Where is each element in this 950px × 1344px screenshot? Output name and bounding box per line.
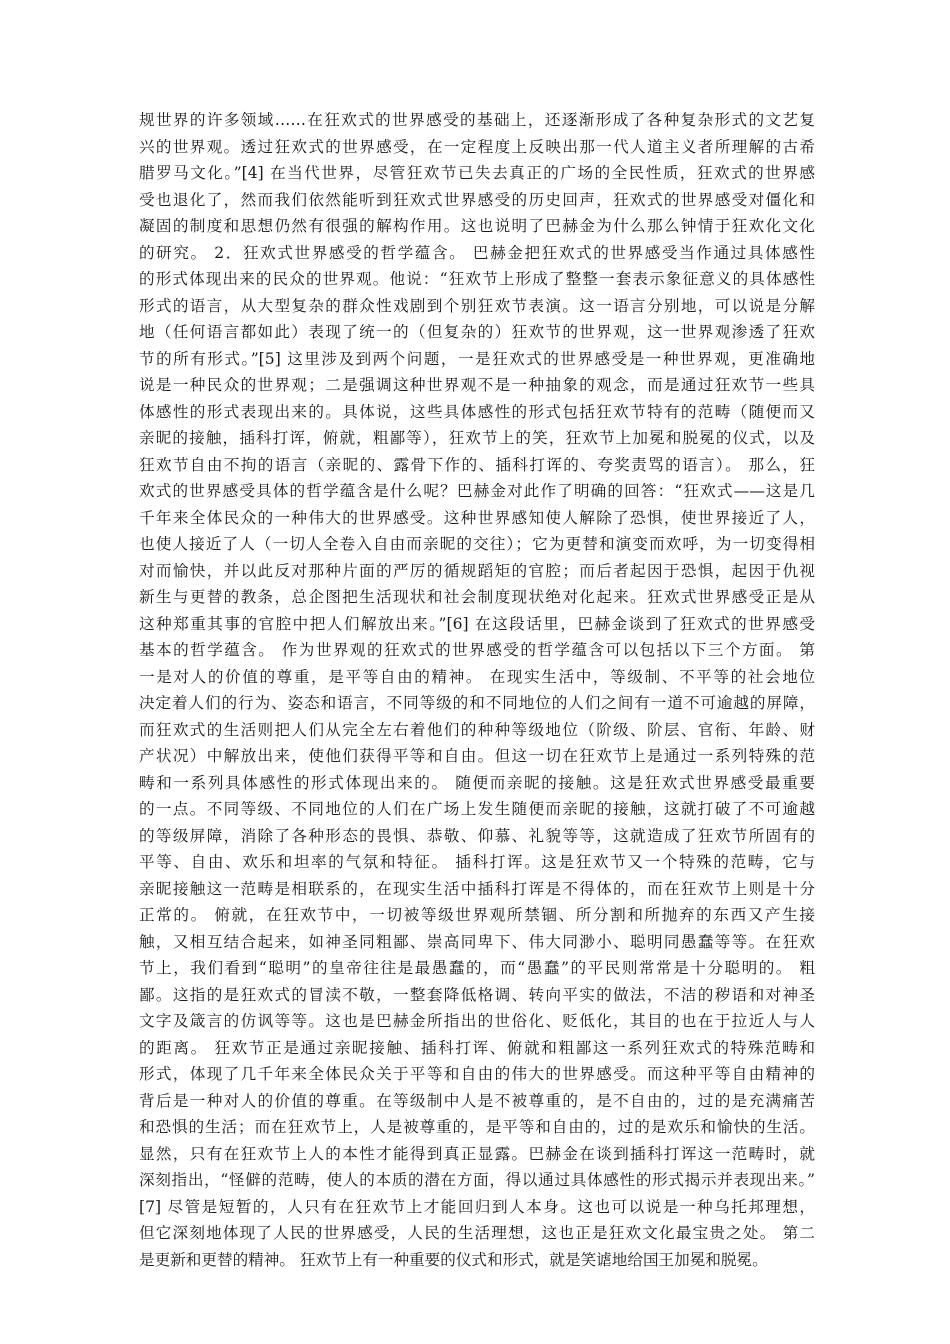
text-line: 受也退化了，然而我们依然能听到狂欢式世界感受的历史回声，狂欢式的世界感受对僵化和 — [139, 190, 815, 209]
text-line: 的研究。 2．狂欢式世界感受的哲学蕴含。 巴赫金把狂欢式的世界感受当作通过具体感性 — [139, 243, 815, 262]
text-line: 规世界的许多领域……在狂欢式的世界感受的基础上，还逐渐形成了各种复杂形式的文艺复 — [139, 111, 815, 129]
text-line: 形式，体现了几千年来全体民众关于平等和自由的伟大的世界感受。而这种平等自由精神的 — [139, 1065, 815, 1083]
text-line: 一是对人的价值的尊重，是平等自由的精神。 在现实生活中，等级制、不平等的社会地位 — [139, 667, 815, 686]
text-line: 畴和一系列具体感性的形式体现出来的。 随便而亲昵的接触。这是狂欢式世界感受最重要 — [139, 773, 815, 792]
text-line: 兴的世界观。透过狂欢式的世界感受，在一定程度上反映出那一代人道主义者所理解的古希 — [139, 137, 815, 156]
text-line: 文字及箴言的仿讽等等。这也是巴赫金所指出的世俗化、贬低化，其目的也在于拉近人与人 — [139, 1012, 815, 1030]
text-line: 深刻指出，“怪僻的范畴，使人的本质的潜在方面，得以通过具体感性的形式揭示并表现出来。” — [139, 1171, 815, 1189]
text-line: 地（任何语言都如此）表现了统一的（但复杂的）狂欢节的世界观，这一世界观渗透了狂欢 — [139, 323, 815, 341]
text-line: 是更新和更替的精神。 狂欢节上有一种重要的仪式和形式，就是笑谑地给国王加冕和脱冕。 — [139, 1250, 768, 1269]
text-line: 和恐惧的生活；而在狂欢节上，人是被尊重的，是平等和自由的，过的是欢乐和愉快的生活。 — [139, 1118, 815, 1136]
text-line: 决定着人们的行为、姿态和语言，不同等级的和不同地位的人们之间有一道不可逾越的屏障， — [139, 694, 815, 712]
text-line: 千年来全体民众的一种伟大的世界感受。这种世界感知使人解除了恐惧，使世界接近了人， — [139, 508, 815, 527]
text-line: 的等级屏障，消除了各种形态的畏惧、恭敬、仰慕、礼貌等等，这就造成了狂欢节所固有的 — [139, 826, 815, 845]
text-line: 平等、自由、欢乐和坦率的气氛和特征。 插科打诨。这是狂欢节又一个特殊的范畴，它与 — [139, 853, 815, 871]
text-line: 的形式体现出来的民众的世界观。他说：“狂欢节上形成了整整一套表示象征意义的具体感性 — [139, 270, 815, 288]
text-line: 说是一种民众的世界观；二是强调这种世界观不是一种抽象的观念，而是通过狂欢节一些具 — [139, 376, 815, 394]
text-line: 体感性的形式表现出来的。具体说，这些具体感性的形式包括狂欢节特有的范畴（随便而又 — [139, 402, 815, 421]
text-line: 显然，只有在狂欢节上人的本性才能得到真正显露。巴赫金在谈到插科打诨这一范畴时，就 — [139, 1144, 815, 1163]
text-line: 节上，我们看到“聪明”的皇帝往往是最愚蠢的，而“愚蠢”的平民则常常是十分聪明的。 粗 — [139, 959, 815, 977]
text-line: 基本的哲学蕴含。 作为世界观的狂欢式的世界感受的哲学蕴含可以包括以下三个方面。 第 — [139, 641, 815, 659]
text-line: 的距离。 狂欢节正是通过亲昵接触、插科打诨、俯就和粗鄙这一系列狂欢式的特殊范畴和 — [139, 1038, 815, 1057]
text-line: 产状况）中解放出来，使他们获得平等和自由。但这一切在狂欢节上是通过一系列特殊的范 — [139, 747, 815, 765]
text-line: 狂欢节自由不拘的语言（亲昵的、露骨下作的、插科打诨的、夸奖责骂的语言）。 那么，狂 — [139, 455, 815, 474]
text-line: 但它深刻地体现了人民的世界感受，人民的生活理想，这也正是狂欢文化最宝贵之处。 第二 — [139, 1224, 815, 1242]
text-line: 形式的语言，从大型复杂的群众性戏剧到个别狂欢节表演。这一语言分别地，可以说是分解 — [139, 296, 815, 315]
text-line: 背后是一种对人的价值的尊重。在等级制中人是不被尊重的，是不自由的，过的是充满痛苦 — [139, 1091, 815, 1110]
text-line: 的一点。不同等级、不同地位的人们在广场上发生随便而亲昵的接触，这就打破了不可逾越 — [139, 800, 815, 818]
text-line: 正常的。 俯就，在狂欢节中，一切被等级世界观所禁锢、所分割和所抛弃的东西又产生接 — [139, 906, 815, 924]
text-line: 对而愉快，并以此反对那种片面的严厉的循规蹈矩的官腔；而后者起因于恐惧，起因于仇视 — [139, 561, 815, 580]
text-line: [7] 尽管是短暂的，人只有在狂欢节上才能回归到人本身。这也可以说是一种乌托邦理想， — [139, 1197, 815, 1216]
text-line: 也使人接近了人（一切人全卷入自由而亲昵的交往）；它为更替和演变而欢呼，为一切变得相 — [139, 535, 815, 553]
text-line: 亲昵的接触，插科打诨，俯就，粗鄙等），狂欢节上的笑，狂欢节上加冕和脱冕的仪式，以及 — [139, 429, 815, 447]
text-line: 欢式的世界感受具体的哲学蕴含是什么呢？巴赫金对此作了明确的回答：“狂欢式——这是几 — [139, 482, 815, 500]
text-line: 而狂欢式的生活则把人们从完全左右着他们的种种等级地位（阶级、阶层、官衔、年龄、财 — [139, 720, 815, 739]
text-line: 鄙。这指的是狂欢式的冒渎不敬，一整套降低格调、转向平实的做法，不洁的秽语和对神圣 — [139, 985, 815, 1004]
text-line: 新生与更替的教条，总企图把生活现状和社会制度现状绝对化起来。狂欢式世界感受正是从 — [139, 588, 815, 606]
text-line: 腊罗马文化。”[4] 在当代世界，尽管狂欢节已失去真正的广场的全民性质，狂欢式的世界感 — [139, 164, 815, 182]
text-line: 这种郑重其事的官腔中把人们解放出来。”[6] 在这段话里，巴赫金谈到了狂欢式的世界感受 — [139, 614, 815, 633]
text-line: 节的所有形式。”[5] 这里涉及到两个问题，一是狂欢式的世界感受是一种世界观，更准确地 — [139, 349, 815, 368]
text-line: 凝固的制度和思想仍然有很强的解构作用。这也说明了巴赫金为什么那么钟情于狂欢化文化 — [139, 217, 815, 235]
text-line: 亲昵接触这一范畴是相联系的，在现实生活中插科打诨是不得体的，而在狂欢节上则是十分 — [139, 879, 815, 898]
text-line: 触，又相互结合起来，如神圣同粗鄙、崇高同卑下、伟大同渺小、聪明同愚蠢等等。在狂欢 — [139, 932, 815, 951]
body-text — [139, 107, 815, 1273]
